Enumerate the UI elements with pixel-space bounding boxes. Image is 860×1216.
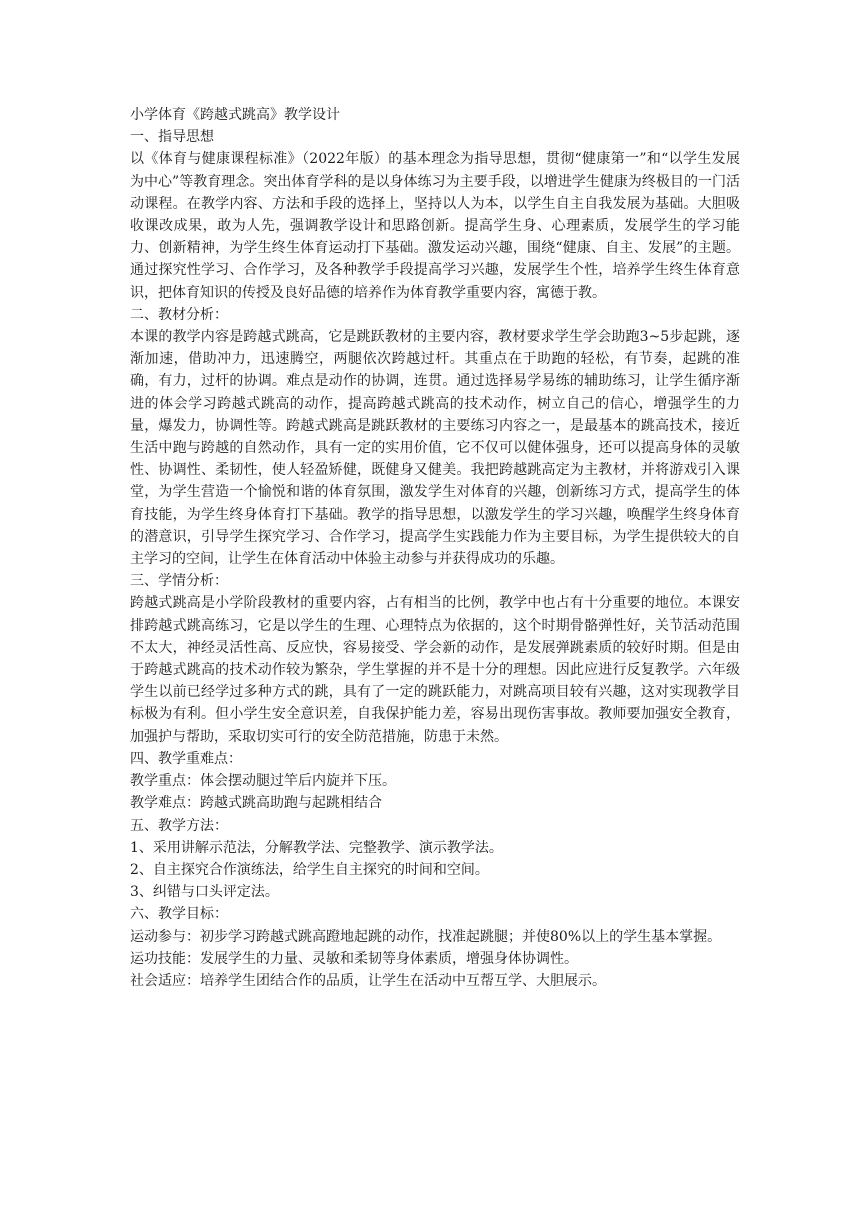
section-heading-teaching-methods: 五、教学方法： [130,817,228,834]
paragraph-goal-social: 社会适应：培养学生团结合作的品质，让学生在活动中互帮互学、大胆展示。 [130,972,606,989]
section-heading-teaching-goals: 六、教学目标： [130,906,228,923]
paragraph-guiding-ideology: 以《体育与健康课程标准》（2022年版）的基本理念为指导思想，贯彻“健康第一”和“以学生发展为中心”等教育理念。突出体育学科的是以身体练习为主要手段，以增进学生健康为终极目的一门活动课程。在教学内容、方法和手段的选择上，坚持以人为本，以学生自主自我发展为基础。大胆吸收课改成果，敢为人先，强调教学设计和思路创新。提高学生身、心理素质，发展学生的学习能力、创新精神，为学生终生体育运动打下基础。激发运动兴趣，围绕“健康、自主、发展”的主题。通过探究性学习、合作学习，及各种教学手段提高学习兴趣，发展学生个性，培养学生终生体育意识，把体育知识的传授及良好品德的培养作为体育教学重要内容，寓德于教。 [130,151,740,301]
list-item-method-2: 2、自主探究合作演练法，给学生自主探究的时间和空间。 [130,861,489,878]
document-title: 小学体育《跨越式跳高》教学设计 [130,107,340,123]
list-item-method-1: 1、采用讲解示范法，分解教学法、完整教学、演示教学法。 [130,839,503,856]
section-heading-material-analysis: 二、教材分析： [130,306,228,323]
paragraph-key-point: 教学重点：体会摆动腿过竿后内旋并下压。 [130,773,396,790]
section-heading-student-analysis: 三、学情分析： [130,573,228,590]
list-item-method-3: 3、纠错与口头评定法。 [130,884,279,901]
paragraph-student-analysis: 跨越式跳高是小学阶段教材的重要内容，占有相当的比例，教学中也占有十分重要的地位。本课安排跨越式跳高练习，它是以学生的生理、心理特点为依据的，这个时期骨骼弹性好，关节活动范围不太大，神经灵活性高、反应快，容易接受、学会新的动作，是发展弹跳素质的较好时期。但是由于跨越式跳高的技术动作较为繁杂，学生掌握的并不是十分的理想。因此应进行反复教学。六年级学生以前已经学过多种方式的跳，具有了一定的跳跃能力，对跳高项目较有兴趣，这对实现教学目标极为有利。但小学生安全意识差，自我保护能力差，容易出现伤害事故。教师要加强安全教育，加强护与帮助，采取切实可行的安全防范措施，防患于未然。 [130,595,740,745]
section-heading-guiding-ideology: 一、指导思想 [130,129,214,146]
section-heading-key-difficult-points: 四、教学重难点： [130,750,242,767]
paragraph-material-analysis: 本课的教学内容是跨越式跳高，它是跳跃教材的主要内容，教材要求学生学会助跑3~5步起跳，逐渐加速，借助冲力，迅速腾空，两腿依次跨越过杆。其重点在于助跑的轻松，有节奏，起跳的准确，有力，过杆的协调。难点是动作的协调，连贯。通过选择易学易练的辅助练习，让学生循序渐进的体会学习跨越式跳高的动作，提高跨越式跳高的技术动作，树立自己的信心，增强学生的力量，爆发力，协调性等。跨越式跳高是跳跃教材的主要练习内容之一，是最基本的跳高技术，接近生活中跑与跨越的自然动作，具有一定的实用价值，它不仅可以健体强身，还可以提高身体的灵敏性、协调性、柔韧性，使人轻盈矫健，既健身又健美。我把跨越跳高定为主教材，并将游戏引入课堂，为学生营造一个愉悦和谐的体育氛围，激发学生对体育的兴趣，创新练习方式，提高学生的体育技能，为学生终身体育打下基础。教学的指导思想，以激发学生的学习兴趣，唤醒学生终身体育的潜意识，引导学生探究学习、合作学习，提高学生实践能力作为主要目标，为学生提供较大的自主学习的空间，让学生在体育活动中体验主动参与并获得成功的乐趣。 [130,329,740,568]
paragraph-goal-participation: 运动参与：初步学习跨越式跳高蹬地起跳的动作，找准起跳腿；并使80%以上的学生基本掌握。 [130,928,722,945]
document-page [130,104,740,992]
paragraph-difficult-point: 教学难点：跨越式跳高助跑与起跳相结合 [130,795,382,812]
paragraph-goal-skills: 运功技能：发展学生的力量、灵敏和柔韧等身体素质，增强身体协调性。 [130,950,578,967]
